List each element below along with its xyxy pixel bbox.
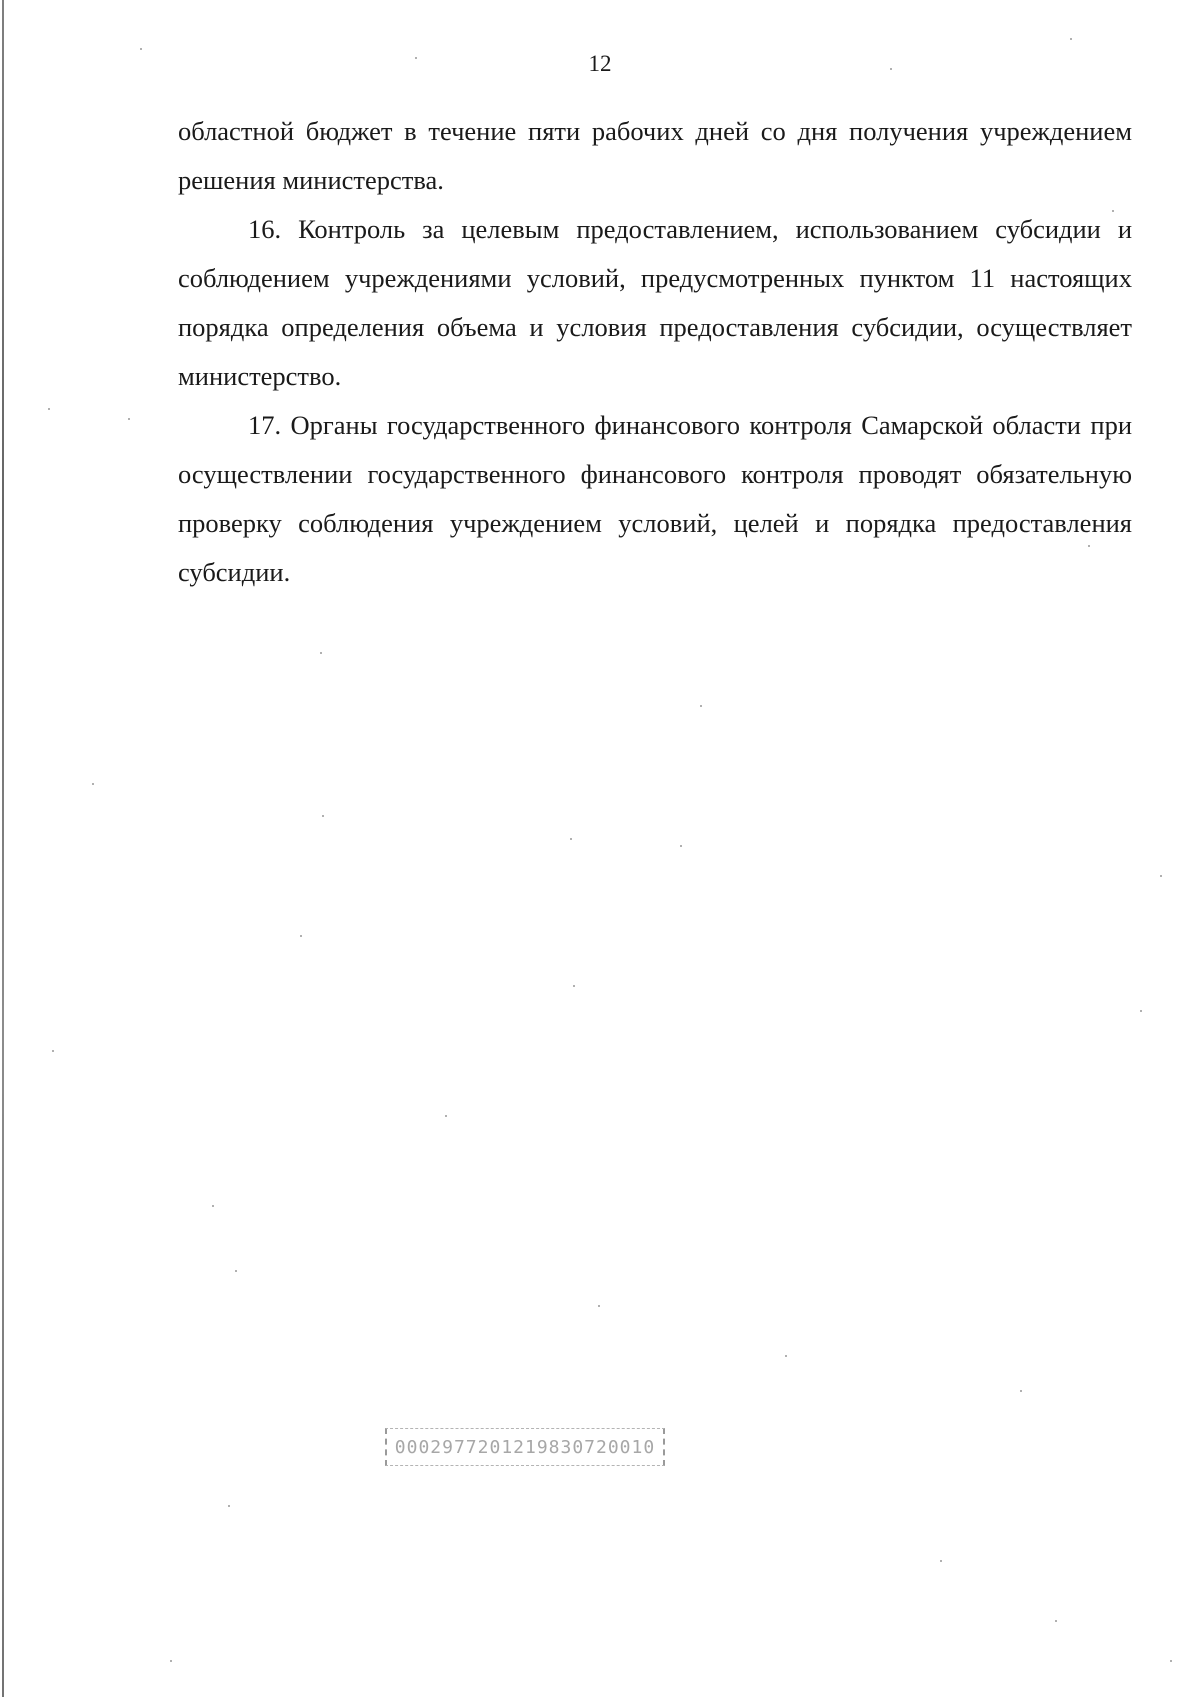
- paragraph-item-16: 16. Контроль за целевым предоставлением, использованием субсидии и соблюдением учреждениями условий, предусмотренных пунктом 11 настоящих порядка определения объема и условия предоставления субсидии, осуществляет министерство.: [178, 214, 1132, 391]
- scan-speck: [598, 1305, 600, 1307]
- scan-speck: [228, 1505, 230, 1507]
- scan-speck: [573, 985, 575, 987]
- scan-speck: [1170, 1660, 1172, 1662]
- scan-speck: [1070, 38, 1072, 40]
- scan-speck: [170, 1660, 172, 1662]
- scan-speck: [700, 705, 702, 707]
- scan-speck: [92, 783, 94, 785]
- scan-speck: [300, 935, 302, 937]
- scan-speck: [212, 1205, 214, 1207]
- stamp-number: 0002977201219830720010: [394, 1436, 656, 1458]
- scan-speck: [570, 838, 572, 840]
- scan-speck: [680, 845, 682, 847]
- scan-speck: [890, 68, 892, 70]
- scan-speck: [322, 815, 324, 817]
- scan-speck: [128, 418, 130, 420]
- paragraph-continuation: областной бюджет в течение пяти рабочих дней со дня получения учреждением решения министерства.: [178, 116, 1132, 195]
- scan-speck: [1088, 545, 1090, 547]
- scan-speck: [785, 1355, 787, 1357]
- scan-speck: [1140, 1010, 1142, 1012]
- document-body: [178, 107, 1132, 597]
- scan-speck: [140, 48, 142, 50]
- scan-speck: [52, 1050, 54, 1052]
- scan-speck: [1020, 1390, 1022, 1392]
- paragraph-item-17: 17. Органы государственного финансового контроля Самарской области при осуществлении государственного финансового контроля проводят обязательную проверку соблюдения учреждением условий, целей и порядка предоставления субсидии.: [178, 410, 1132, 587]
- scan-speck: [445, 1115, 447, 1117]
- scan-speck: [48, 408, 50, 410]
- scan-speck: [940, 1560, 942, 1562]
- document-registration-stamp: [385, 1428, 665, 1466]
- scan-speck: [320, 652, 322, 654]
- page-edge-shadow: [2, 0, 4, 1697]
- scan-speck: [1055, 1620, 1057, 1622]
- scan-speck: [1160, 875, 1162, 877]
- page-number: 12: [588, 51, 612, 76]
- scan-speck: [415, 57, 417, 59]
- scan-speck: [235, 1270, 237, 1272]
- scan-speck: [1112, 210, 1114, 212]
